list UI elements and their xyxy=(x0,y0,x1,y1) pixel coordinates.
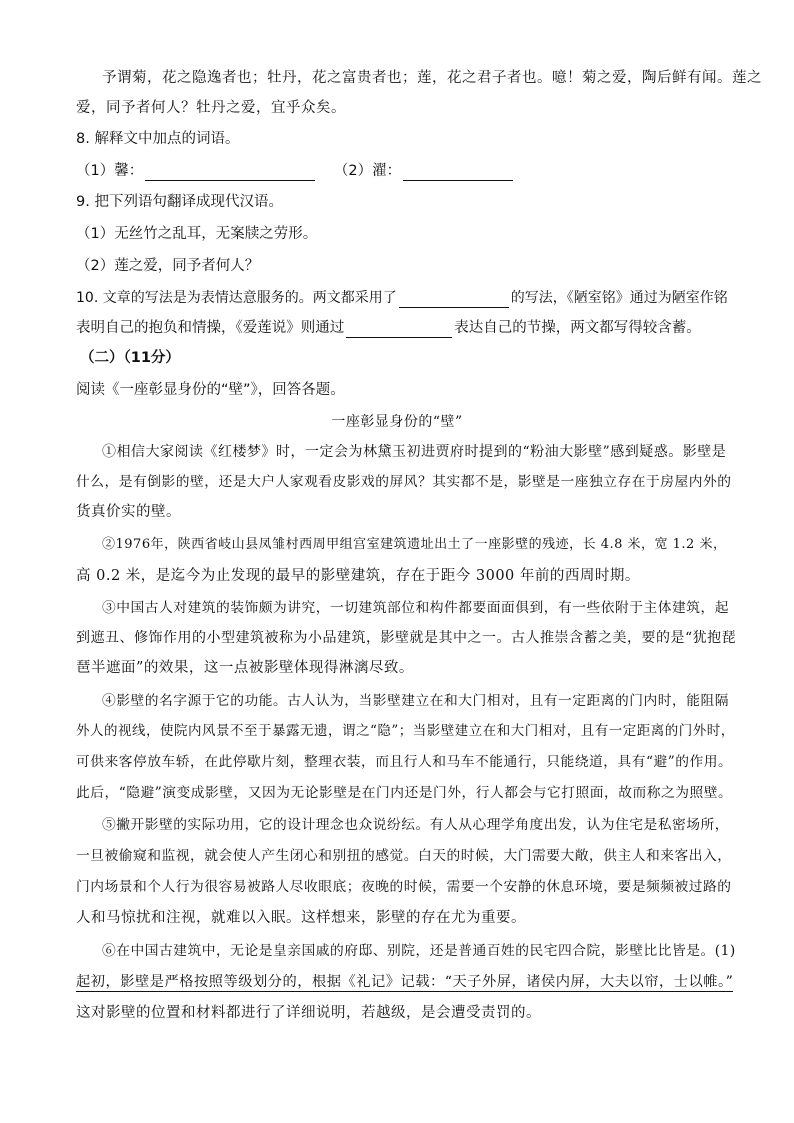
q8-item2-label: （2）濯： xyxy=(333,163,402,179)
article-p2-line-1: ②1976年，陕西省岐山县凤雏村西周甲组宫室建筑遗址出土了一座影壁的残迹，长 4.8 米，宽 1.2 米， xyxy=(102,537,727,552)
question-8-items xyxy=(76,161,736,181)
q8-answer-blank-2[interactable] xyxy=(403,166,513,181)
article-p1-line-2: 什么，是有倒影的壁，还是大户人家观看皮影戏的屏风？其实都不是，影壁是一座独立存在于房屋内外的 xyxy=(76,474,732,490)
question-9-item-2: （2）莲之爱，同予者何人？ xyxy=(76,258,260,274)
underlined-sentence: 起初，影壁是严格按照等级划分的，根据《礼记》记载：“天子外屏，诸侯内屏，大夫以帘，士以帷。” xyxy=(76,974,734,990)
poem-line-2: 爱，同予者何人？牡丹之爱，宜乎众矣。 xyxy=(76,100,346,116)
article-p5-line-1: ⑤撇开影壁的实际功用，它的设计理念也众说纷纭。有人从心理学角度出发，认为住宅是私密场所， xyxy=(102,817,730,833)
question-8-prompt: 8. 解释文中加点的词语。 xyxy=(76,131,240,147)
article-p3-line-2: 到遮丑、修饰作用的小型建筑被称为小品建筑，影壁就是其中之一。古人推崇含蓄之美，要的是“犹抱琵 xyxy=(76,630,737,646)
question-9-prompt: 9. 把下列语句翻译成现代汉语。 xyxy=(76,194,283,210)
article-title: 一座彰显身份的“壁” xyxy=(331,414,463,430)
article-p4-line-3: 可供来客停放车轿，在此停歇片刻，整理衣装，而且行人和马车不能通行，只能绕道，具有“避”的作用。 xyxy=(76,754,733,770)
q8-answer-blank-1[interactable] xyxy=(145,166,315,181)
section-2-heading: （二）（11分） xyxy=(80,350,180,366)
article-p4-line-4: 此后，“隐避”演变成影壁，又因为无论影壁是在门内还是门外，行人都会与它打照面，故而称之为照壁。 xyxy=(76,785,733,801)
q10-part2: 的写法，《陋室铭》通过为陋室作铭 xyxy=(510,290,728,306)
question-10-line-2 xyxy=(76,318,736,338)
section-2-instruction: 阅读《一座彰显身份的“壁”》，回答各题。 xyxy=(76,382,345,398)
article-p3-line-3: 琶半遮面”的效果，这一点被影壁体现得淋漓尽致。 xyxy=(76,660,414,676)
article-p1-line-3: 货真价实的壁。 xyxy=(76,504,181,520)
article-p5-line-2: 一旦被偷窥和监视，就会使人产生闭心和别扭的感觉。白天的时候，大门需要大敞，供主人和来客出入， xyxy=(76,848,732,864)
q10-answer-blank-1[interactable] xyxy=(399,293,509,308)
article-p2-line-2: 高 0.2 米，是迄今为止发现的最早的影壁建筑，存在于距今 3000 年前的西周时期。 xyxy=(76,568,640,584)
article-p6-line-3: 这对影壁的位置和材料都进行了详细说明，若越级，是会遭受责罚的。 xyxy=(76,1005,541,1021)
q10-answer-blank-2[interactable] xyxy=(346,323,452,338)
article-p3-line-1: ③中国古人对建筑的装饰颇为讲究，一切建筑部位和构件都要面面俱到，有一些依附于主体建筑，起 xyxy=(102,600,730,616)
question-9-item-1: （1）无丝竹之乱耳，无案牍之劳形。 xyxy=(76,226,318,242)
article-p6-line-2 xyxy=(76,972,736,992)
article-p5-line-4: 人和马惊扰和注视，就难以入眠。这样想来，影壁的存在尤为重要。 xyxy=(76,910,526,926)
question-10-line-1 xyxy=(76,288,736,308)
article-p4-line-1: ④影壁的名字源于它的功能。古人认为，当影壁建立在和大门相对，且有一定距离的门内时，能阻隔 xyxy=(102,693,730,709)
q10-part4: 表达自己的节操，两文都写得较含蓄。 xyxy=(454,320,701,336)
article-p5-line-3: 门内场景和个人行为很容易被路人尽收眼底；夜晚的时候，需要一个安静的休息环境，要是频频被过路的 xyxy=(76,879,732,895)
article-p6-line-1: ⑥在中国古建筑中，无论是皇亲国戚的府邸、别院，还是普通百姓的民宅四合院，影壁比比皆是。(1) xyxy=(102,943,736,959)
poem-line-1: 予谓菊，花之隐逸者也；牡丹，花之富贵者也；莲，花之君子者也。噫！菊之爱，陶后鲜有闻。莲之 xyxy=(102,70,762,86)
q8-item1-label: （1）馨： xyxy=(76,163,144,179)
q10-part3: 表明自己的抱负和情操，《爱莲说》则通过 xyxy=(76,320,345,336)
article-p4-line-2: 外人的视线，使院内风景不至于暴露无遗，谓之“隐”；当影壁建立在和大门相对，且有一定距离的门外时， xyxy=(76,723,735,739)
q10-part1: 10. 文章的写法是为表情达意服务的。两文都采用了 xyxy=(76,290,397,306)
article-p1-line-1: ①相信大家阅读《红楼梦》时，一定会为林黛玉初进贾府时提到的“粉油大影壁”感到疑惑。影壁是 xyxy=(102,444,727,460)
